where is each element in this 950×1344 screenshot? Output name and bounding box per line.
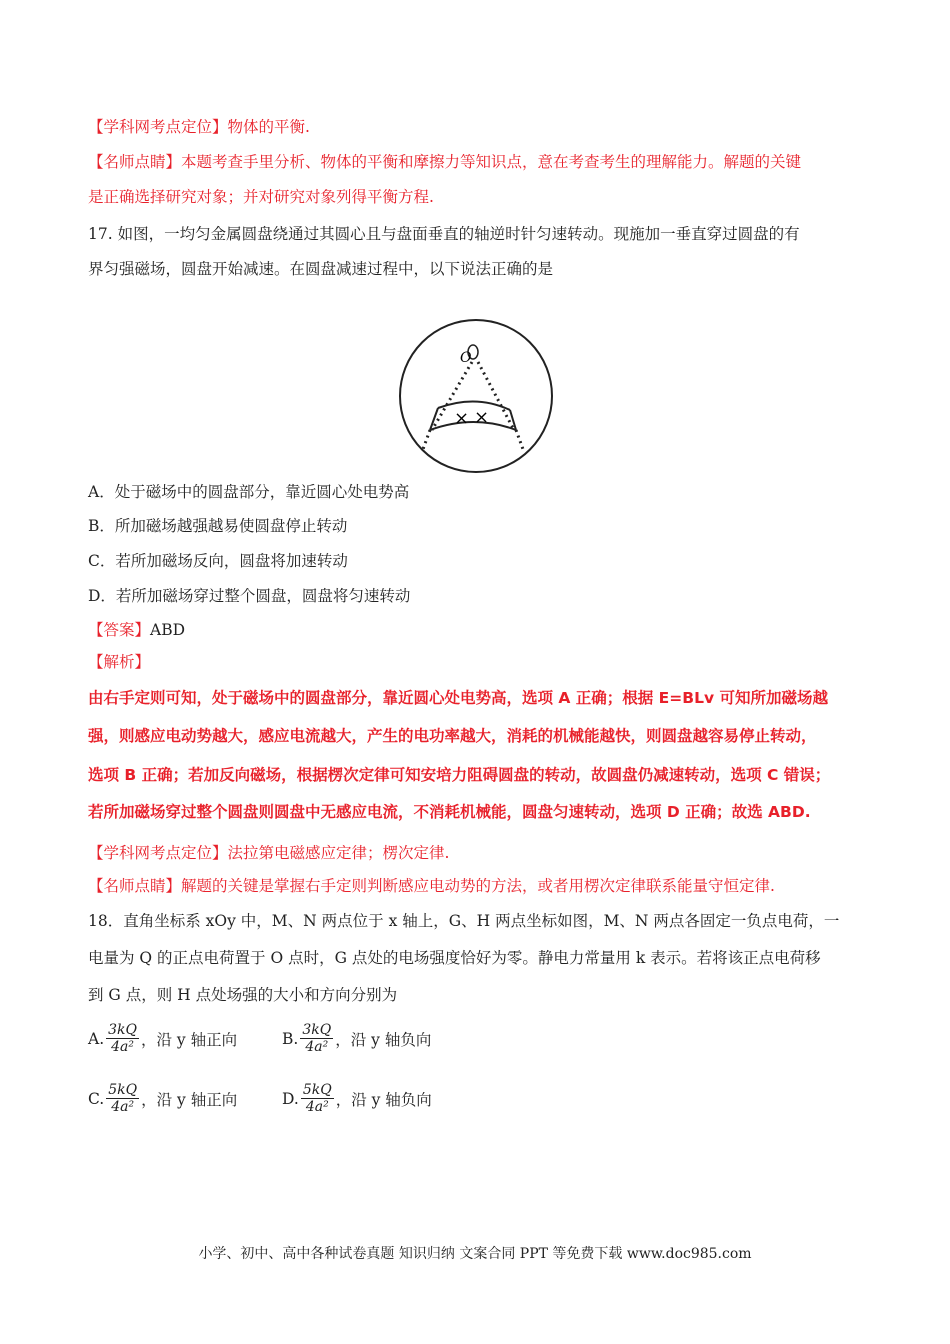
q17-disk-figure [390,310,562,482]
field-cross-1: × [454,408,470,429]
sector-left-lower [422,430,430,452]
q18-stem-line1: 18．直角坐标系 xOy 中，M、N 两点位于 x 轴上，G、H 两点坐标如图，M、N 两点各固定一负点电荷，一 [88,912,840,930]
field-region-outer [430,422,516,430]
disk-circle [400,320,552,472]
q17-option-a: A．处于磁场中的圆盘部分，靠近圆心处电势高 [88,483,410,501]
q18-stem-line2: 电量为 Q 的正点电荷置于 O 点时，G 点处的电场强度恰好为零。静电力常量用 k 表示。若将该正点电荷移 [88,949,821,967]
q17-analysis-line1: 由右手定则可知，处于磁场中的圆盘部分，靠近圆心处电势高，选项 A 正确；根据 E=BLv 可知所加磁场越 [88,689,828,707]
sector-right-lower [516,430,524,452]
q17-stem-line2: 界匀强磁场，圆盘开始减速。在圆盘减速过程中，以下说法正确的是 [88,260,554,278]
answer-value: ABD [150,621,186,639]
answer-label: 【答案】 [88,621,151,639]
dianjing-16-line1: 【名师点睛】本题考查手里分析、物体的平衡和摩擦力等知识点，意在考查考生的理解能力。解题的关键 [88,153,802,171]
page-footer: 小学、初中、高中各种试卷真题 知识归纳 文案合同 PPT 等免费下载 www.doc985.com [198,1246,752,1262]
q18-option-d: D. $\frac{5kQ}{\text{4a²}}$ ，沿 y 轴负向 [282,1082,432,1115]
q17-option-c: C．若所加磁场反向，圆盘将加速转动 [88,552,348,570]
q17-analysis-line2: 强，则感应电动势越大，感应电流越大，产生的电功率越大，消耗的机械能越快，则圆盘越容易停止转动， [88,727,817,745]
q17-analysis-label: 【解析】 [88,653,151,671]
q18-stem-line3: 到 G 点，则 H 点处场强的大小和方向分别为 [88,986,398,1004]
dianjing-16-line2: 是正确选择研究对象；并对研究对象列得平衡方程. [88,188,434,206]
q18-option-c: C. $\frac{5kQ}{\text{4a²}}$ ，沿 y 轴正向 [88,1082,238,1115]
center-label-o: O [460,350,472,366]
q17-option-b: B．所加磁场越强越易使圆盘停止转动 [88,517,348,535]
q17-analysis-line4: 若所加磁场穿过整个圆盘则圆盘中无感应电流，不消耗机械能，圆盘匀速转动，选项 D 正确；故选 ABD. [88,803,811,821]
q18-option-a: A. $\frac{3kQ}{\text{4a²}}$ ，沿 y 轴正向 [88,1022,238,1055]
q17-stem-line1: 17. 如图，一均匀金属圆盘绕通过其圆心且与盘面垂直的轴逆时针匀速转动。现施加一垂直穿过圆盘的有 [88,225,800,243]
kaodian-16: 【学科网考点定位】物体的平衡. [88,118,310,136]
q17-dianjing: 【名师点睛】解题的关键是掌握右手定则判断感应电动势的方法，或者用楞次定律联系能量守恒定律. [88,877,775,895]
field-cross-2: × [474,407,490,428]
q18-option-b: B. $\frac{3kQ}{\text{4a²}}$ ，沿 y 轴负向 [282,1022,432,1055]
q17-option-d: D．若所加磁场穿过整个圆盘，圆盘将匀速转动 [88,587,411,605]
q17-analysis-line3: 选项 B 正确；若加反向磁场，根据楞次定律可知安培力阻碍圆盘的转动，故圆盘仍减速转动，选项 C 错误； [88,766,831,784]
q17-answer [88,620,185,640]
q17-kaodian: 【学科网考点定位】法拉第电磁感应定律；楞次定律. [88,844,450,862]
